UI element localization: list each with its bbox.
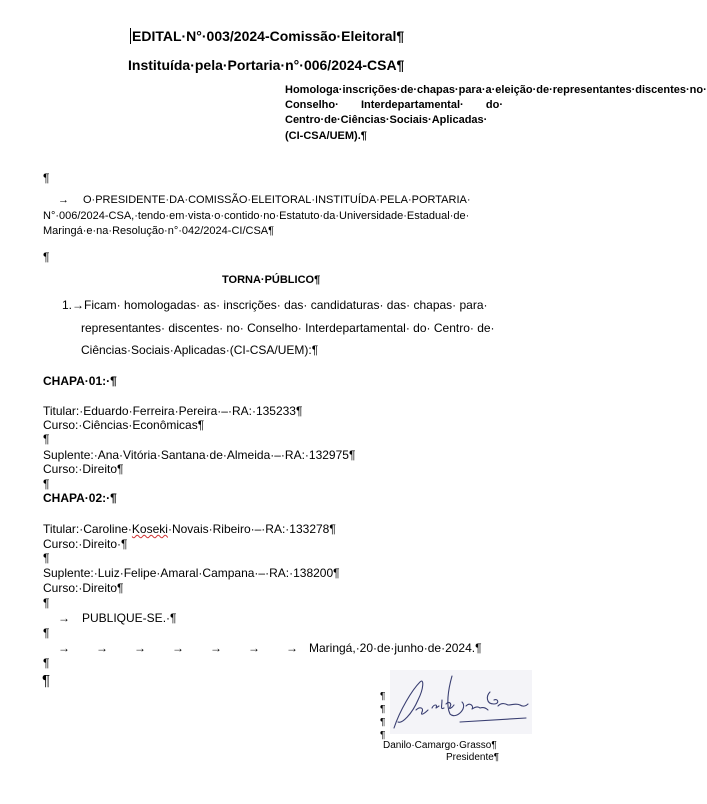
tab-mark: →: [210, 641, 222, 655]
chapa-01-heading: CHAPA·01:·¶: [43, 374, 117, 388]
item-1-line-3: Ciências·Sociais·Aplicadas·(CI-CSA/UEM):¶: [81, 343, 319, 357]
empty-paragraph: ¶: [43, 626, 50, 640]
chapa-01-titular: Titular:·Eduardo·Ferreira·Pereira·–·RA:·135233¶: [43, 404, 303, 418]
tab-mark: →: [58, 194, 69, 206]
tab-mark: →: [134, 641, 146, 655]
date-tab-marks: [58, 641, 306, 655]
empty-paragraph: ¶: [43, 551, 50, 565]
preamble-line-3: Maringá·e·na·Resolução·n°·042/2024-CI/CSA¶: [43, 225, 275, 237]
chapa-02-suplente-curso: Curso:·Direito¶: [43, 581, 124, 595]
handwritten-signature-image: [390, 670, 532, 734]
item-1-line-1: 1.→Ficam· homologadas· as· inscrições· das· candidaturas· das· chapas· para·: [62, 298, 488, 312]
signatory-role: Presidente¶: [446, 752, 500, 763]
spellcheck-flagged-word[interactable]: Koseki: [131, 522, 168, 536]
torna-publico-heading: TORNA·PÚBLICO¶: [222, 274, 321, 286]
chapa-02-titular: Titular:·Caroline·Koseki·Novais·Ribeiro·–·RA:·133278¶: [43, 522, 336, 536]
empty-paragraph: ¶: [43, 432, 50, 446]
chapa-01-titular-curso: Curso:·Ciências·Econômicas¶: [43, 418, 205, 432]
edital-summary: Homologa·inscrições·de·chapas·para·a·eleição·de·representantes·discentes·no· Conselho· Interdepartamental· do· Centro·de·Ciências·Sociais·Aplicadas· (CI-CSA/UEM).¶: [285, 84, 707, 142]
chapa-02-heading: CHAPA·02:·¶: [43, 491, 117, 505]
empty-paragraph: ¶: [43, 250, 50, 264]
tab-mark: →: [58, 611, 70, 625]
empty-paragraph: ¶: [43, 477, 50, 491]
chapa-01-suplente-curso: Curso:·Direito¶: [43, 462, 124, 476]
tab-mark: →: [286, 641, 298, 655]
empty-paragraph: ¶: [42, 672, 51, 689]
tab-mark: →: [72, 298, 85, 312]
chapa-02-suplente: Suplente:·Luiz·Felipe·Amaral·Campana·–·RA:·138200¶: [43, 566, 340, 580]
signatory-name: Danilo·Camargo·Grasso¶: [383, 740, 497, 751]
publique-se-line: → PUBLIQUE-SE.·¶: [58, 611, 177, 625]
edital-subtitle: Instituída·pela·Portaria·n°·006/2024-CSA¶: [128, 57, 405, 73]
edital-title: [130, 28, 404, 44]
item-1-line-2: representantes· discentes· no· Conselho· Interdepartamental· do· Centro· de·: [81, 321, 495, 335]
tab-mark: →: [96, 641, 108, 655]
empty-paragraph: ¶: [43, 656, 50, 670]
tab-mark: →: [248, 641, 260, 655]
date-line: Maringá,·20·de·junho·de·2024.¶: [309, 641, 482, 655]
preamble-line-1: → O·PRESIDENTE·DA·COMISSÃO·ELEITORAL·INSTITUÍDA·PELA·PORTARIA·: [58, 194, 471, 206]
chapa-01-suplente: Suplente:·Ana·Vitória·Santana·de·Almeida·–·RA:·132975¶: [43, 448, 356, 462]
signature-pilcrows: ¶ ¶ ¶ ¶: [380, 691, 386, 741]
edital-title-text: EDITAL·N°·003/2024-Comissão·Eleitoral¶: [132, 28, 405, 44]
tab-mark: →: [58, 641, 70, 655]
chapa-02-titular-curso: Curso:·Direito·¶: [43, 537, 128, 551]
empty-paragraph: ¶: [43, 596, 50, 610]
preamble-line-2: N°·006/2024-CSA,·tendo·em·vista·o·contido·no·Estatuto·da·Universidade·Estadual·de·: [43, 210, 470, 222]
item-number: 1.: [62, 298, 73, 312]
tab-mark: →: [172, 641, 184, 655]
empty-paragraph: ¶: [43, 171, 50, 185]
